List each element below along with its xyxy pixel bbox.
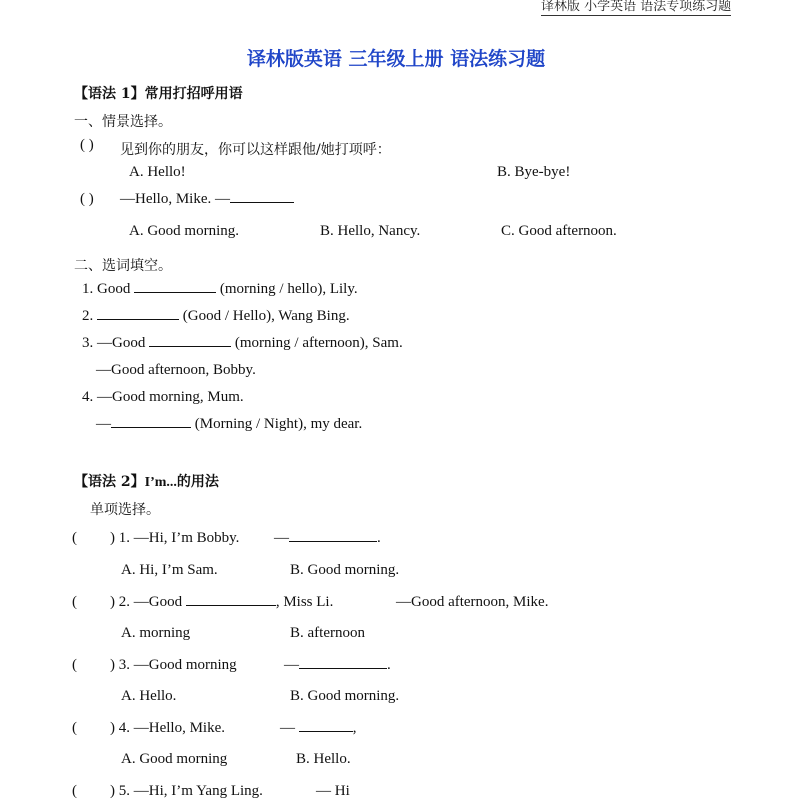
mc-3-paren: (: [72, 657, 77, 673]
mc-2-paren: (: [72, 594, 77, 610]
mc-3-stem: ) 3. —Good morning: [110, 657, 237, 673]
mc-3-end: .: [387, 657, 391, 673]
mc-1-option-a: A. Hi, I’m Sam.: [121, 562, 218, 578]
mc-2-option-b: B. afternoon: [290, 625, 365, 641]
mc-1-reply-dash: —: [274, 530, 289, 546]
fill-4-reply-dash: —: [96, 416, 111, 432]
mc-2-option-a: A. morning: [121, 625, 191, 641]
mc-1-option-b: B. Good morning.: [290, 562, 400, 578]
q1-text: 见到你的朋友，你可以这样跟他/她打项呼：: [120, 142, 391, 158]
fill-3-pre: 3. —Good: [82, 335, 146, 351]
mc-4-option-b: B. Hello.: [296, 751, 351, 767]
grammar1-heading: 【语法 1】常用打招呼用语: [74, 86, 243, 102]
page-title: 译林版英语 三年级上册 语法练习题: [246, 48, 546, 70]
answer-blank[interactable]: [111, 426, 191, 428]
grammar2-heading-cn: 【语法 2】: [74, 474, 145, 490]
q1-option-b: B. Bye-bye!: [497, 164, 571, 180]
mc-4-reply-dash: —: [280, 720, 295, 736]
q2-line: [120, 191, 294, 208]
q2-paren: ( ): [80, 191, 94, 207]
fill-2-pre: 2.: [82, 308, 94, 324]
fill-3-reply: —Good afternoon, Bobby.: [96, 362, 256, 378]
mc-3-reply: [284, 657, 391, 674]
answer-blank[interactable]: [149, 345, 231, 347]
q1-option-a: A. Hello!: [129, 164, 186, 180]
fill-4-reply: [96, 416, 362, 433]
mc-2-mid: , Miss Li.: [275, 594, 334, 610]
grammar2-heading-en: I’m...: [144, 475, 177, 490]
mc-2-stem-line: [110, 594, 333, 611]
mc-4-paren: (: [72, 720, 77, 736]
fill-3: [82, 335, 403, 352]
grammar2-part-label: 单项选择。: [90, 502, 160, 518]
q1-paren: ( ): [80, 137, 94, 153]
part2-label: 二、选词填空。: [74, 258, 172, 274]
fill-1-post: (morning / hello), Lily.: [219, 281, 358, 297]
fill-1: [82, 281, 358, 298]
answer-blank[interactable]: [299, 667, 387, 669]
answer-blank[interactable]: [299, 730, 353, 732]
fill-2: [82, 308, 350, 325]
mc-1-stem: ) 1. —Hi, I’m Bobby.: [110, 530, 240, 546]
fill-3-post: (morning / afternoon), Sam.: [234, 335, 403, 351]
mc-3-reply-dash: —: [284, 657, 299, 673]
mc-1-paren: (: [72, 530, 77, 546]
q2-option-c: C. Good afternoon.: [501, 223, 617, 239]
mc-4-reply: [280, 720, 357, 737]
page-header: 译林版 小学英语 语法专项练习题: [541, 0, 732, 14]
mc-1-end: .: [377, 530, 381, 546]
q2-option-a: A. Good morning.: [129, 223, 239, 239]
mc-4-stem: ) 4. —Hello, Mike.: [110, 720, 225, 736]
q2-text: —Hello, Mike. —: [120, 191, 230, 207]
fill-4-reply-post: (Morning / Night), my dear.: [194, 416, 363, 432]
mc-3-option-b: B. Good morning.: [290, 688, 400, 704]
answer-blank[interactable]: [186, 604, 276, 606]
fill-4: 4. —Good morning, Mum.: [82, 389, 244, 405]
mc-3-option-a: A. Hello.: [121, 688, 177, 704]
mc-2-reply: —Good afternoon, Mike.: [396, 594, 549, 610]
answer-blank[interactable]: [134, 291, 216, 293]
mc-2-stem: ) 2. —Good: [110, 594, 183, 610]
fill-1-pre: 1. Good: [82, 281, 131, 297]
grammar2-heading: [74, 471, 219, 491]
answer-blank[interactable]: [97, 318, 179, 320]
mc-5-reply: — Hi: [316, 783, 350, 799]
part1-label: 一、情景选择。: [74, 114, 172, 130]
mc-1-reply: [274, 530, 381, 547]
fill-2-post: (Good / Hello), Wang Bing.: [182, 308, 350, 324]
grammar2-heading-tail: 的用法: [176, 474, 219, 490]
answer-blank[interactable]: [289, 540, 377, 542]
mc-4-end: ,: [352, 720, 357, 736]
mc-4-option-a: A. Good morning: [121, 751, 228, 767]
answer-blank[interactable]: [230, 201, 294, 203]
q2-option-b: B. Hello, Nancy.: [320, 223, 421, 239]
mc-5-stem: ) 5. —Hi, I’m Yang Ling.: [110, 783, 263, 799]
mc-5-paren: (: [72, 783, 77, 799]
